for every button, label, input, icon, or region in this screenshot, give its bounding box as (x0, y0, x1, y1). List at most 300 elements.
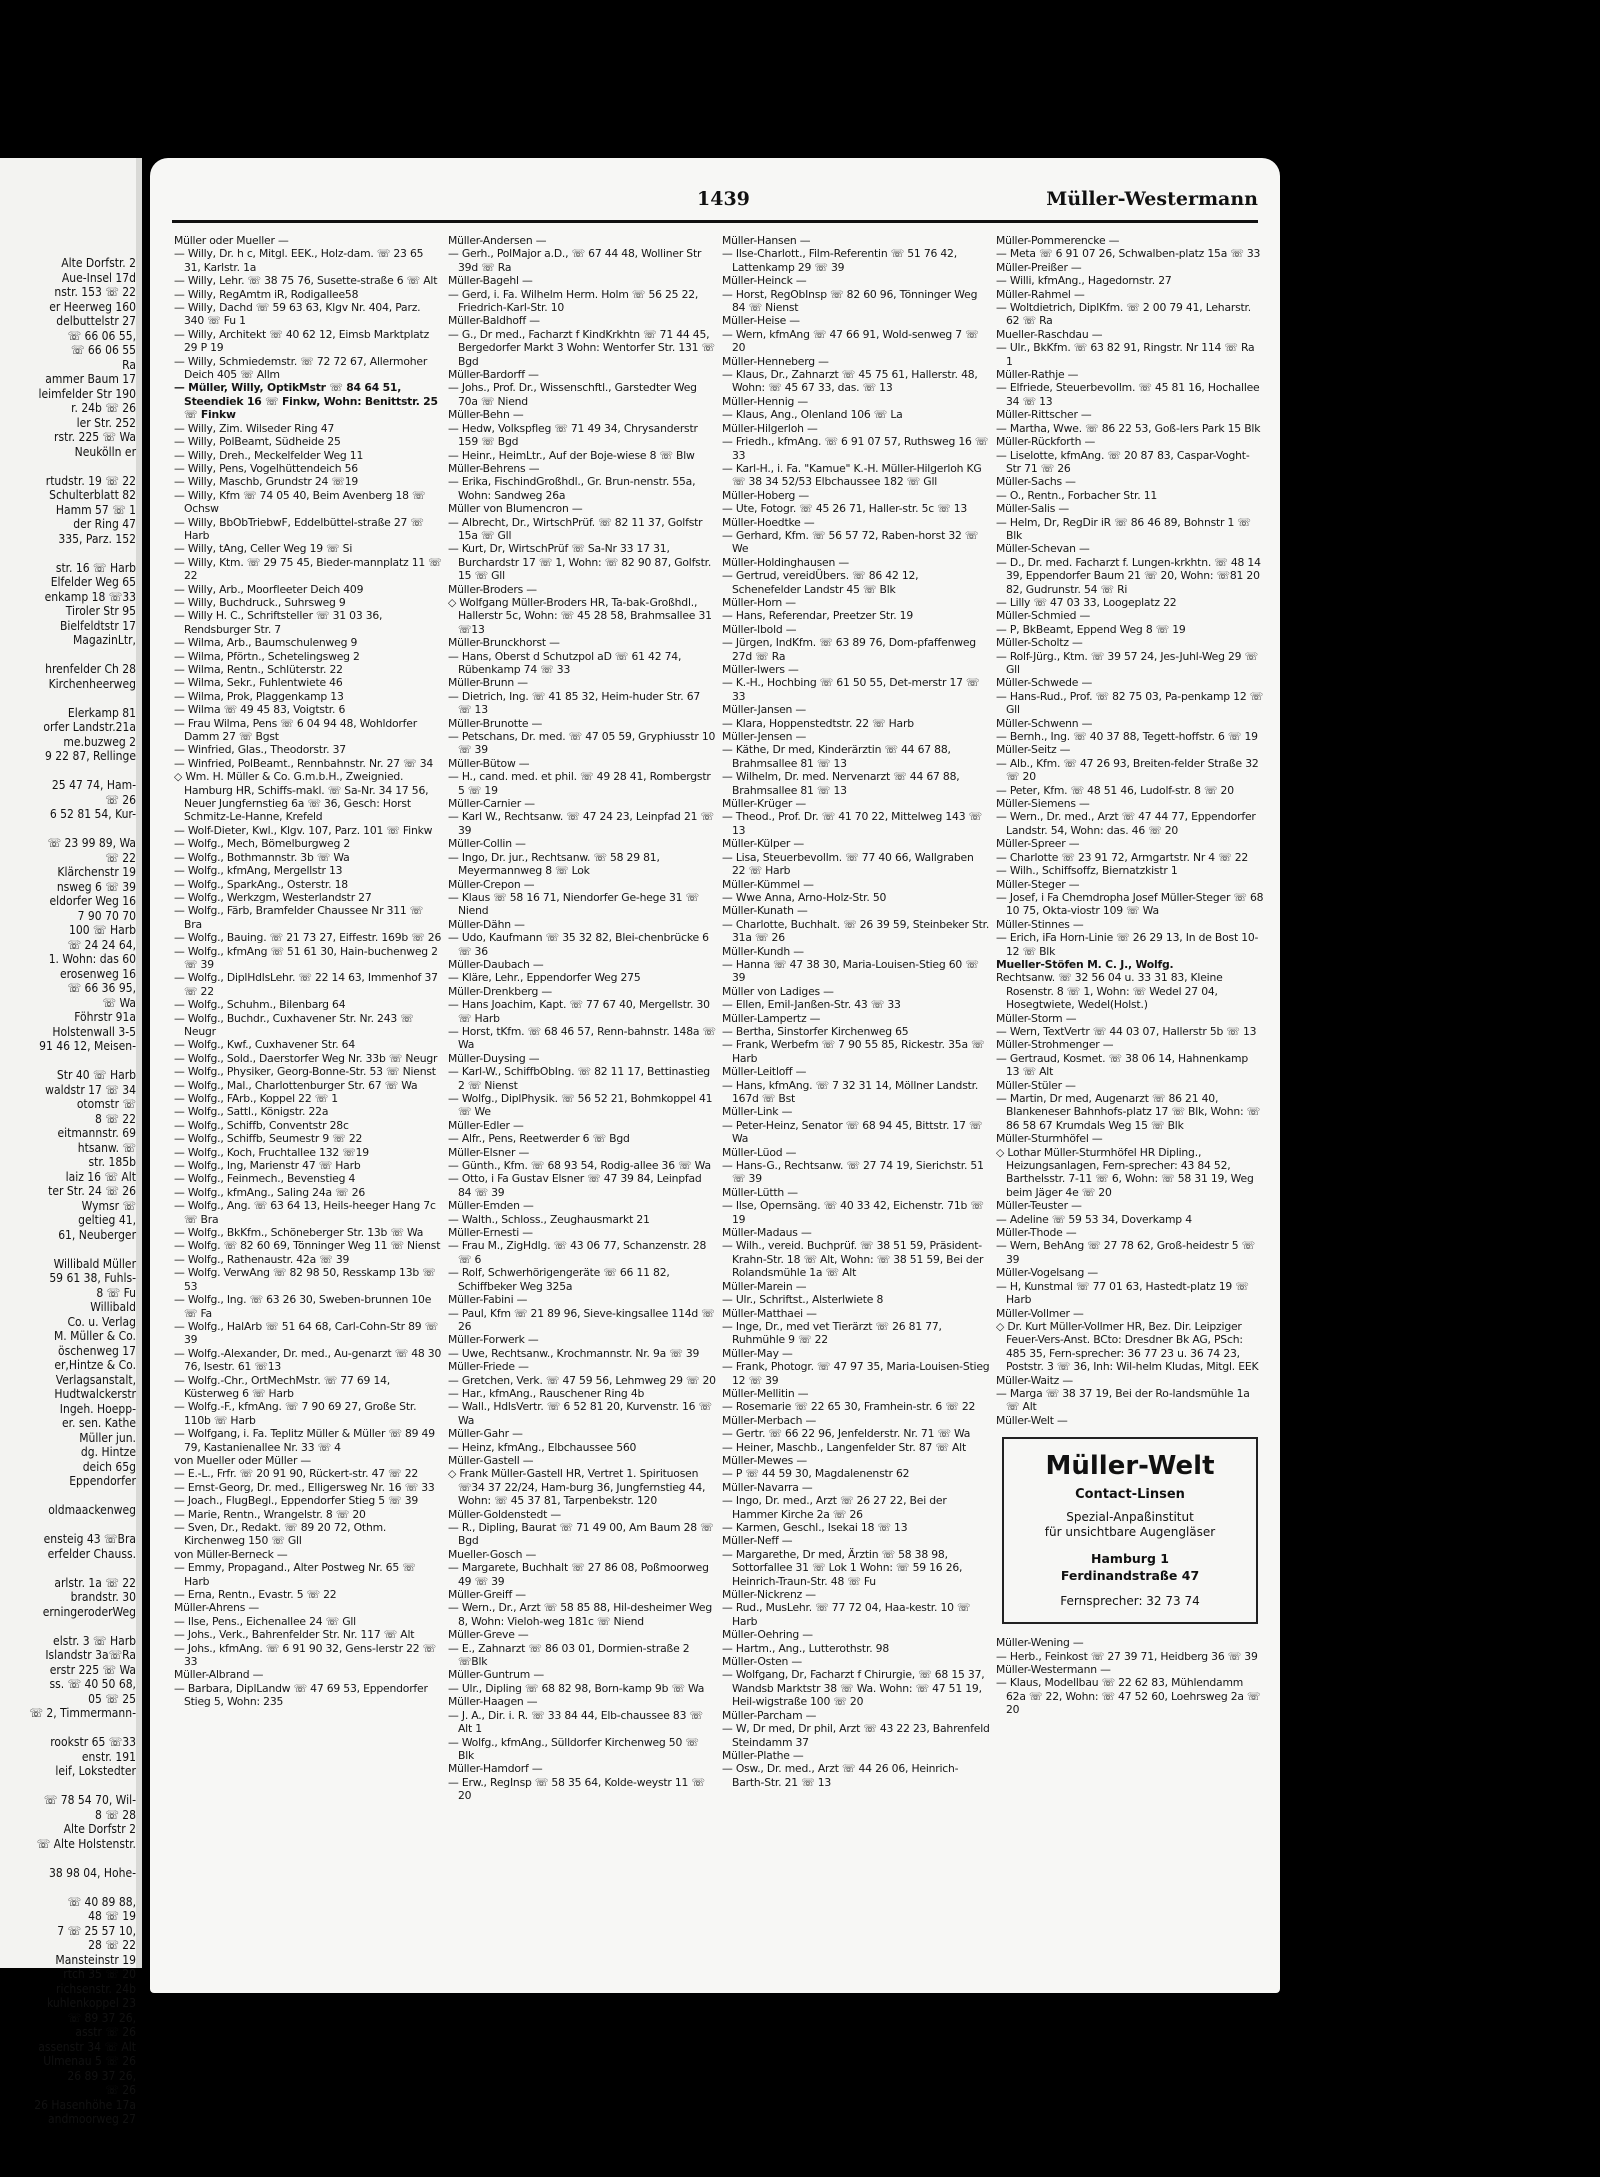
left-page-line: eitmannstr. 69 (57, 1126, 136, 1140)
directory-entry: Müller-Guntrum — (448, 1668, 544, 1682)
directory-entry: Müller-Brunckhorst — (448, 636, 560, 650)
directory-entry: Müller-Sachs — (996, 475, 1076, 489)
ad-line-1: Spezial-Anpaßinstitut (1066, 1510, 1194, 1525)
directory-entry: Mueller-Raschdau — (996, 327, 1103, 341)
directory-entry: Müller-Goldenstedt — (448, 1507, 561, 1521)
directory-entry: — Müller, Willy, OptikMstr ☏ 84 64 51, Steendiek 16 ☏ Finkw, Wohn: Benittstr. 25 ☏ Finkw (174, 381, 438, 422)
left-page-line: 26 89 37 26, (67, 2068, 136, 2083)
directory-entry: — Wolfg., SparkAng., Osterstr. 18 (174, 877, 348, 891)
directory-entry: Müller-Mewes — (722, 1453, 807, 1467)
left-page-line: erningeroderWeg (42, 1604, 136, 1619)
directory-entry: Müller-Preißer — (996, 260, 1082, 274)
directory-entry: — Ilse-Charlott., Film-Referentin ☏ 51 76 42, Lattenkamp 29 ☏ 39 (722, 247, 957, 274)
directory-entry: — Hans, kfmAng. ☏ 7 32 31 14, Möllner Landstr. 167d ☏ Bst (722, 1078, 979, 1105)
directory-entry: — Willy, Arb., Moorfleeter Deich 409 (174, 582, 364, 596)
directory-entry: Müller-Bagehl — (448, 274, 533, 288)
directory-entry: — Wolfg., Ing, Marienstr 47 ☏ Harb (174, 1159, 361, 1173)
left-page-line: Eppendorfer (69, 1474, 136, 1488)
left-page-line: 61, Neuberger (58, 1227, 136, 1242)
left-page-line: erfelder Chauss. (47, 1546, 136, 1561)
directory-entry: — Karl-W., SchiffbObIng. ☏ 82 11 17, Bettinastieg 2 ☏ Nienst (448, 1065, 710, 1092)
directory-entry: — Margarethe, Dr med, Ärztin ☏ 58 38 98, Sottorfallee 31 ☏ Lok 1 Wohn: ☏ 59 16 26, Heinrich-Traun-Str. 48 ☏ Fu (722, 1547, 963, 1588)
directory-entry: — Erna, Rentn., Evastr. 5 ☏ 22 (174, 1588, 337, 1602)
directory-entry: — Ingo, Dr. med., Arzt ☏ 26 27 22, Bei der Hammer Kirche 2a ☏ 26 (722, 1494, 947, 1521)
left-page-line: 48 ☏ 19 (88, 1909, 136, 1923)
directory-entry: — Frau M., ZigHdlg. ☏ 43 06 77, Schanzenstr. 28 ☏ 6 (448, 1239, 707, 1266)
left-page-line (0, 1561, 136, 1576)
directory-entry: — H, Kunstmal ☏ 77 01 63, Hastedt-platz 19 ☏ Harb (996, 1279, 1249, 1307)
ad-subtitle: Contact-Linsen (1075, 1487, 1185, 1503)
directory-entry: — Ernst-Georg, Dr. med., Elligersweg Nr. 16 ☏ 33 (174, 1480, 435, 1494)
left-page-line: 28 ☏ 22 (88, 1938, 136, 1952)
directory-entry: — Wolfg., Mal., Charlottenburger Str. 67 ☏ Wa (174, 1078, 418, 1092)
left-page-line: Bielfeldtstr 17 (59, 618, 136, 633)
directory-entry: — H., cand. med. et phil. ☏ 49 28 41, Rombergstr 5 ☏ 19 (448, 770, 711, 797)
directory-entry: — Gertr. ☏ 66 22 96, Jenfelderstr. Nr. 71 ☏ Wa (722, 1427, 971, 1441)
left-page-line: richsenstr. 24b (56, 1981, 136, 1996)
directory-entry: Müller-Schevan — (996, 542, 1090, 556)
directory-entry: Müller-Spreer — (996, 837, 1080, 851)
directory-entry: — Willy, Maschb, Grundstr 24 ☏19 (174, 475, 359, 489)
left-page-line: dg. Hintze (80, 1445, 136, 1459)
directory-entry: — Hans Joachim, Kapt. ☏ 77 67 40, Mergellstr. 30 ☏ Harb (448, 998, 710, 1025)
left-page-line: htsanw. ☏ (77, 1140, 136, 1155)
directory-entry: Müller-Storm — (996, 1011, 1077, 1025)
directory-entry: Müller-Heinck — (722, 274, 807, 288)
directory-entry: — Joach., FlugBegl., Eppendorfer Stieg 5 ☏ 39 (174, 1494, 419, 1508)
left-page-line: Ingeh. Hoepp- (59, 1401, 136, 1416)
directory-entry: — Wolfg.-Alexander, Dr. med., Au-genarzt ☏ 48 30 76, Isestr. 61 ☏13 (174, 1346, 442, 1374)
directory-entry: ◇ Dr. Kurt Müller-Vollmer HR, Bez. Dir. Leipziger Feuer-Vers-Anst. BCto: Dresdner Bk AG, PSch: 485 35, Fern-sprecher: 36 77 23 u. 36 74 23, Poststr. 3 ☏ 36, Inh: Wil-helm Kludas, Mitgl. EEK (996, 1319, 1259, 1374)
directory-entry: — Peter-Heinz, Senator ☏ 68 94 45, Bittstr. 17 ☏ Wa (722, 1118, 983, 1146)
directory-entry: — Wolfg., BkKfm., Schöneberger Str. 13b ☏ Wa (174, 1226, 424, 1240)
directory-entry: Müller-Elsner — (448, 1145, 530, 1159)
directory-entry: Müller-Andersen — (448, 234, 547, 247)
directory-entry: — P, BkBeamt, Eppend Weg 8 ☏ 19 (996, 622, 1186, 636)
directory-entry: — Ingo, Dr. jur., Rechtsanw. ☏ 58 29 81, Meyermannweg 8 ☏ Lok (448, 850, 660, 878)
directory-entry: Müller-Rittscher — (996, 408, 1092, 422)
directory-entry: Müller-Leitloff — (722, 1065, 807, 1079)
directory-entry: — Wolfg.-F., kfmAng. ☏ 7 90 69 27, Große Str. 110b ☏ Harb (174, 1400, 417, 1427)
left-page-line (0, 1054, 136, 1069)
left-page-line: Alte Dorfstr 2 (63, 1822, 136, 1836)
directory-entry: Müller-Holdinghausen — (722, 555, 849, 569)
directory-entry: — Meta ☏ 6 91 07 26, Schwalben-platz 15a ☏ 33 (996, 247, 1261, 261)
directory-entry: Müller-Siemens — (996, 797, 1090, 811)
directory-entry: — Heinz, kfmAng., Elbchaussee 560 (448, 1440, 637, 1454)
left-page-line: 1. Wohn: das 60 (48, 952, 136, 966)
left-page-line: ☏ Wa (102, 995, 136, 1010)
directory-entry: Mueller-Stöfen M. C. J., Wolfg. (996, 957, 1174, 971)
directory-entry: — K.-H., Hochbing ☏ 61 50 55, Det-merstr 17 ☏ 33 (722, 676, 980, 703)
directory-entry: Müller-Greiff — (448, 1588, 526, 1602)
left-page-line: Str 40 ☏ Harb (56, 1068, 136, 1082)
directory-entry: — Wolfg., Koch, Fruchtallee 132 ☏19 (174, 1145, 369, 1159)
directory-entry: — Winfried, PolBeamt., Rennbahnstr. Nr. 27 ☏ 34 (174, 756, 434, 770)
directory-entry: — Erich, iFa Horn-Linie ☏ 26 29 13, In de Bost 10-12 ☏ Blk (996, 931, 1259, 958)
directory-entry: — Willy, Kfm ☏ 74 05 40, Beim Avenberg 18 ☏ Ochsw (174, 488, 426, 516)
left-page-text (0, 256, 136, 2127)
left-page-line: ☏ 26 (105, 2083, 136, 2097)
left-page-line: ☏ 24 24 64, (67, 937, 136, 952)
directory-entry: Müller-Broders — (448, 582, 537, 596)
left-page-fragment (0, 158, 142, 2126)
left-page-line (0, 691, 136, 706)
directory-entry: — Hans, Referendar, Preetzer Str. 19 (722, 609, 914, 623)
directory-entry: — Karmen, Geschl., Isekai 18 ☏ 13 (722, 1521, 908, 1534)
directory-entry: Müller-Albrand — (174, 1668, 264, 1682)
directory-entry: — Paul, Kfm ☏ 21 89 96, Sieve-kingsallee 114d ☏ 26 (448, 1306, 715, 1333)
directory-entry: — W, Dr med, Dr phil, Arzt ☏ 43 22 23, Bahrenfeld Steindamm 37 (722, 1722, 990, 1749)
directory-entry: — Barbara, DiplLandw ☏ 47 69 53, Eppendorfer Stieg 5, Wohn: 235 (174, 1681, 428, 1709)
directory-entry: — Willy, Dreh., Meckelfelder Weg 11 (174, 448, 364, 462)
directory-entry: — Jürgen, IndKfm. ☏ 63 89 76, Dom-pfaffenweg 27d ☏ Ra (722, 636, 976, 663)
directory-entry: Müller-Stinnes — (996, 917, 1084, 931)
left-page-line: rstr. 225 ☏ Wa (54, 430, 136, 444)
directory-entry: — Johs., Prof. Dr., Wissenschftl., Garstedter Weg 70a ☏ Niend (448, 381, 697, 408)
directory-entry: — Frank, Photogr. ☏ 47 97 35, Maria-Louisen-Stieg 12 ☏ 39 (722, 1360, 990, 1387)
ad-line-2: für unsichtbare Augengläser (1044, 1525, 1216, 1540)
left-page-line: Mansteinstr 19 (55, 1952, 136, 1967)
directory-entry: Müller-Sturmhöfel — (996, 1132, 1103, 1146)
left-page-line: ☏ Alte Holstenstr. (36, 1836, 136, 1851)
directory-entry: Müller-Vogelsang — (996, 1266, 1099, 1280)
left-page-line: MagazinLtr, (72, 633, 136, 647)
left-page-line: laiz 16 ☏ Alt (65, 1169, 136, 1184)
left-page-line: Klärchenstr 19 (57, 865, 136, 879)
page-number: 1439 (697, 188, 750, 210)
directory-entry: Müller-Schmied — (996, 609, 1091, 623)
directory-entry: — Hans, Oberst d Schutzpol aD ☏ 61 42 74, Rübenkamp 74 ☏ 33 (448, 649, 682, 676)
directory-entry: — Alb., Kfm. ☏ 47 26 93, Breiten-felder Straße 32 ☏ 20 (996, 756, 1259, 784)
directory-entry: — Willy, Schmiedemstr. ☏ 72 72 67, Allermoher Deich 405 ☏ Allm (174, 354, 428, 382)
directory-entry: Müller-Welt — (996, 1413, 1068, 1427)
directory-entry: — Liselotte, kfmAng. ☏ 20 87 83, Caspar-Voght-Str 71 ☏ 26 (996, 448, 1250, 475)
directory-entry: — Wilma, Arb., Baumschulenweg 9 (174, 636, 358, 650)
directory-entry: — Wolfg., Rathenaustr. 42a ☏ 39 (174, 1252, 350, 1266)
left-page-line: ss. ☏ 40 50 68, (49, 1677, 136, 1691)
directory-entry: — R., Dipling, Baurat ☏ 71 49 00, Am Baum 28 ☏ Bgd (448, 1521, 714, 1548)
left-page-line: nstr. 153 ☏ 22 (54, 285, 136, 299)
left-page-line: ammer Baum 17 (45, 372, 136, 386)
directory-entry: Müller-Haagen — (448, 1695, 538, 1709)
left-page-line: ☏ 66 36 95, (67, 981, 136, 995)
directory-entry: Müller-Lütth — (722, 1185, 798, 1199)
left-page-line: 59 61 38, Fuhls- (49, 1271, 136, 1285)
left-page-line: 05 ☏ 25 (88, 1691, 136, 1706)
left-page-line: str. 16 ☏ Harb (55, 560, 136, 575)
directory-entry: Müller-Bardorff — (448, 368, 539, 382)
directory-entry: — Wolfg., kfmAng ☏ 51 61 30, Hain-buchenweg 2 ☏ 39 (174, 944, 438, 971)
left-page-line: Alte Dorfstr. 2 (61, 256, 136, 270)
directory-entry: Müller-May — (722, 1346, 793, 1360)
directory-entry: — D., Dr. med. Facharzt f. Lungen-krkhtn. ☏ 48 14 39, Eppendorfer Baum 21 ☏ 20, Wohn: ☏81 20 82, Gudrunstr. 54 ☏ Ri (996, 555, 1261, 596)
directory-entry: — Wolfg., Buchdr., Cuxhavener Str. Nr. 243 ☏ Neugr (174, 1011, 414, 1038)
directory-entry: — Wolfg., kfmAng., Saling 24a ☏ 26 (174, 1185, 366, 1199)
directory-entry: Müller-Henneberg — (722, 354, 829, 368)
ad-phone: Fernsprecher: 32 73 74 (1060, 1594, 1200, 1609)
left-page-line: otomstr ☏ (76, 1097, 136, 1111)
directory-entry: — Willy, Zim. Wilseder Ring 47 (174, 421, 335, 435)
directory-entry: — Gerhard, Kfm. ☏ 56 57 72, Raben-horst 32 ☏ We (722, 528, 979, 556)
directory-entry: — Wolfg., Werkzgm, Westerlandstr 27 (174, 890, 372, 904)
left-page-line: Kirchenheerweg (48, 676, 136, 691)
column-1 (174, 234, 442, 1984)
left-page-line: ☏ 78 54 70, Wil- (43, 1793, 136, 1807)
left-page-line (0, 1619, 136, 1634)
directory-entry: — Klaus, Ang., Olenland 106 ☏ La (722, 408, 903, 422)
left-page-line: erstr 225 ☏ Wa (49, 1662, 136, 1677)
directory-entry: Müller-Matthaei — (722, 1306, 817, 1320)
directory-entry: Müller-Külper — (722, 837, 804, 851)
directory-entry: — P ☏ 44 59 30, Magdalenenstr 62 (722, 1467, 910, 1481)
directory-entry: Müller-Nickrenz — (722, 1588, 816, 1602)
directory-entry: — Ulr., BkKfm. ☏ 63 82 91, Ringstr. Nr 114 ☏ Ra 1 (996, 341, 1255, 368)
advertisement-box (1002, 1437, 1258, 1624)
ad-city: Hamburg 1 (1091, 1551, 1169, 1567)
directory-entry: — Sven, Dr., Redakt. ☏ 89 20 72, Othm. Kirchenweg 150 ☏ Gll (174, 1521, 387, 1548)
left-page-line: 6 52 81 54, Kur- (49, 807, 136, 821)
directory-entry: — Günth., Kfm. ☏ 68 93 54, Rodig-allee 36 ☏ Wa (448, 1159, 711, 1173)
directory-entry: — Rosemarie ☏ 22 65 30, Framhein-str. 6 ☏ 22 (722, 1400, 976, 1414)
directory-entry: — Charlotte, Buchhalt. ☏ 26 39 59, Steinbeker Str. 31a ☏ 26 (722, 917, 990, 945)
left-page-line: ler Str. 252 (76, 415, 136, 430)
directory-entry: Müller-Rathje — (996, 368, 1079, 382)
directory-entry: — Wilma, Prok, Plaggenkamp 13 (174, 689, 344, 703)
directory-entry: — Gertrud, vereidÜbers. ☏ 86 42 12, Schenefelder Landstr 45 ☏ Blk (722, 569, 919, 596)
directory-entry: Müller-Parcham — (722, 1708, 817, 1722)
directory-entry: — Willy, Lehr. ☏ 38 75 76, Susette-straße 6 ☏ Alt (174, 274, 438, 288)
directory-entry: — Willy, Dachd ☏ 59 63 63, Klgv Nr. 404, Parz. 340 ☏ Fu 1 (174, 301, 421, 328)
directory-entry: — Wall., HdlsVertr. ☏ 6 52 81 20, Kurvenstr. 16 ☏ Wa (448, 1400, 712, 1427)
directory-entry: Müller-Daubach — (448, 957, 544, 971)
left-page-line: ☏ 23 99 89, Wa (47, 836, 136, 850)
left-page-line: ensteig 43 ☏Bra (43, 1532, 136, 1546)
directory-entry: — Margarete, Buchhalt ☏ 27 86 08, Poßmoorweg 49 ☏ 39 (448, 1561, 709, 1588)
column-4-entries (996, 234, 1264, 1427)
directory-entry: Müller-Merbach — (722, 1413, 817, 1427)
directory-entry: Müller-Heise — (722, 314, 800, 328)
left-page-line (0, 648, 136, 663)
directory-entry: — Albrecht, Dr., WirtschPrüf. ☏ 82 11 37, Golfstr 15a ☏ Gll (448, 515, 703, 542)
directory-entry: Müller-Krüger — (722, 797, 806, 811)
directory-entry: — Wilhelm, Dr. med. Nervenarzt ☏ 44 67 88, Brahmsallee 81 ☏ 13 (722, 770, 960, 797)
left-page-line: Co. u. Verlag (67, 1314, 136, 1329)
left-page-line: enkamp 18 ☏33 (44, 589, 136, 604)
directory-entry: — Horst, tKfm. ☏ 68 46 57, Renn-bahnstr. 148a ☏ Wa (448, 1024, 716, 1052)
directory-entry: — Wilma ☏ 49 45 83, Voigtstr. 6 (174, 703, 346, 717)
directory-entry: — Wolfgang, i. Fa. Teplitz Müller & Müller ☏ 89 49 79, Kastanienallee Nr. 33 ☏ 4 (174, 1427, 435, 1454)
directory-entry: — Wolfg., Mech, Bömelburgweg 2 (174, 837, 351, 851)
directory-entry: — Wolfg., Sold., Daerstorfer Weg Nr. 33b ☏ Neugr (174, 1051, 438, 1065)
left-page-line: 25 47 74, Ham- (51, 778, 136, 792)
left-page-line: orfer Landstr.21a (43, 720, 136, 734)
directory-entry: — Gertraud, Kosmet. ☏ 38 06 14, Hahnenkamp 13 ☏ Alt (996, 1051, 1248, 1079)
directory-entry: — Theod., Prof. Dr. ☏ 41 70 22, Mittelweg 143 ☏ 13 (722, 810, 982, 837)
directory-entry: — Ute, Fotogr. ☏ 45 26 71, Haller-str. 5c ☏ 13 (722, 502, 968, 516)
directory-entry: Müller-Plathe — (722, 1748, 804, 1762)
left-page-line: 335, Parz. 152 (58, 531, 136, 546)
directory-entry: — Karl-H., i. Fa. "Kamue" K.-H. Müller-Hilgerloh KG ☏ 38 34 52/53 Elbchaussee 182 ☏ Gll (722, 461, 982, 489)
directory-entry: — Frank, Werbefm ☏ 7 90 55 85, Rickestr. 35a ☏ Harb (722, 1038, 985, 1065)
directory-entry: ◇ Wolfgang Müller-Broders HR, Ta-bak-Großhdl., Hallerstr 5c, Wohn: ☏ 45 28 58, Brahmsallee 31 ☏13 (448, 595, 712, 636)
directory-entry: — Wwe Anna, Arno-Holz-Str. 50 (722, 890, 887, 904)
directory-entry: — Wolfg., DiplPhysik. ☏ 56 52 21, Bohmkoppel 41 ☏ We (448, 1092, 713, 1119)
left-page-line: ☏ 26 (105, 792, 136, 807)
page-gutter (136, 158, 142, 1968)
directory-entry: — Inge, Dr., med vet Tierärzt ☏ 26 81 77, Ruhmühle 9 ☏ 22 (722, 1319, 942, 1347)
directory-entry: Müller-Iwers — (722, 663, 799, 676)
left-page-line: Hamm 57 ☏ 1 (55, 502, 136, 517)
left-page-line (0, 822, 136, 837)
directory-entry: — Friedh., kfmAng. ☏ 6 91 07 57, Ruthsweg 16 ☏ 33 (722, 435, 989, 462)
directory-entry: — Johs., kfmAng. ☏ 6 91 90 32, Gens-lerstr 22 ☏ 33 (174, 1641, 436, 1669)
column-4 (996, 234, 1264, 1984)
left-page-line: ☏ 22 (105, 850, 136, 865)
directory-entry: Müller-Mellitin — (722, 1386, 809, 1400)
left-page-line: Föhrstr 91a (74, 1010, 136, 1024)
directory-entry: — Wolfg., HalArb ☏ 51 64 68, Carl-Cohn-Str 89 ☏ 39 (174, 1319, 438, 1347)
left-page-line: 8 ☏ 28 (95, 1807, 136, 1822)
left-page-line: leimfelder Str 190 (38, 386, 136, 401)
left-page-line: er,Hintze & Co. (54, 1358, 136, 1372)
directory-entry: — Wolfg., FArb., Koppel 22 ☏ 1 (174, 1092, 338, 1105)
directory-entry: — Woltdietrich, DiplKfm. ☏ 2 00 79 41, Leharstr. 62 ☏ Ra (996, 301, 1252, 328)
left-page-line: rookstr 65 ☏33 (50, 1735, 136, 1749)
left-page-line: 8 ☏ 22 (95, 1111, 136, 1126)
directory-entry: Müller-Kundh — (722, 944, 804, 958)
directory-entry: — Wolf-Dieter, Kwl., Klgv. 107, Parz. 101 ☏ Finkw (174, 823, 433, 837)
left-page-line: oldmaackenweg (48, 1503, 136, 1517)
directory-entry: Müller-Waitz — (996, 1373, 1073, 1387)
left-page-line: er Heerweg 160 (49, 299, 136, 314)
directory-entry: — Willy, Architekt ☏ 40 62 12, Eimsb Marktplatz 29 P 19 (174, 327, 430, 355)
directory-entry: — Petschans, Dr. med. ☏ 47 05 59, Gryphiusstr 10 ☏ 39 (448, 730, 716, 757)
directory-entry: — Wern., Dr., Arzt ☏ 58 85 88, Hil-desheimer Weg 8, Wohn: Vieloh-weg 181c ☏ Niend (448, 1601, 712, 1628)
left-page-line: brandstr. 30 (70, 1590, 136, 1604)
left-page-line (0, 1851, 136, 1866)
directory-entry: — Adeline ☏ 59 53 34, Doverkamp 4 (996, 1212, 1192, 1226)
directory-entry: — Wolfg., DiplHdlsLehr. ☏ 22 14 63, Immenhof 37 ☏ 22 (174, 971, 438, 998)
directory-entry: — Martin, Dr med, Augenarzt ☏ 86 21 40, Blankeneser Bahnhofs-platz 17 ☏ Blk, Wohn: ☏ 86 58 67 Krumdals Weg 15 ☏ Blk (996, 1092, 1261, 1132)
directory-entry: — Rolf, Schwerhörigengeräte ☏ 66 11 82, Schiffbeker Weg 325a (448, 1266, 670, 1293)
left-page-line: Aue-Insel 17d (61, 270, 136, 285)
left-page-line: Holstenwall 3-5 (52, 1024, 136, 1039)
directory-entry: — Käthe, Dr med, Kinderärztin ☏ 44 67 88, Brahmsallee 81 ☏ 13 (722, 743, 951, 770)
directory-entry: Müller-Behrens — (448, 461, 540, 475)
directory-entry: — Ilse, Pens., Eichenallee 24 ☏ Gll (174, 1614, 356, 1628)
column-4-after-ad (996, 1636, 1264, 1716)
directory-entry: Müller-Seitz — (996, 743, 1071, 757)
directory-entry: — Willy, PolBeamt, Südheide 25 (174, 435, 341, 449)
directory-entry: Müller-Marein — (722, 1279, 807, 1293)
left-page-line: Müller jun. (79, 1430, 136, 1445)
directory-entry: — Wilh., Schiffsoffz, Biernatzkistr 1 (996, 864, 1178, 878)
directory-entry: Müller-Thode — (996, 1226, 1077, 1240)
directory-entry: — Ellen, Emil-Janßen-Str. 43 ☏ 33 (722, 998, 901, 1012)
directory-entry: Müller-Lampertz — (722, 1011, 821, 1025)
directory-entry: Müller-Link — (722, 1105, 793, 1119)
directory-entry: Müller-Duysing — (448, 1051, 540, 1065)
directory-entry: — Gerd, i. Fa. Wilhelm Herm. Holm ☏ 56 25 22, Friedrich-Karl-Str. 10 (448, 287, 699, 315)
left-page-line: delbuttelstr 27 (56, 314, 136, 328)
directory-entry: Müller-Salis — (996, 502, 1069, 516)
left-page-line: Islandstr 3a☏Ra (45, 1648, 136, 1662)
directory-entry: — Gerh., PolMajor a.D., ☏ 67 44 48, Wolliner Str 39d ☏ Ra (448, 247, 702, 274)
left-page-line: 38 98 04, Hohe- (48, 1865, 136, 1880)
directory-entry: Müller-Edler — (448, 1118, 524, 1132)
directory-entry: Müller-Hoberg — (722, 488, 809, 502)
directory-entry: — Dietrich, Ing. ☏ 41 85 32, Heim-huder Str. 67 ☏ 13 (448, 689, 701, 717)
directory-entry: Müller-Brunn — (448, 676, 528, 690)
directory-entry: — Hanna ☏ 47 38 30, Maria-Louisen-Stieg 60 ☏ 39 (722, 957, 979, 985)
left-page-line: Schulterblatt 82 (49, 488, 136, 502)
left-page-line: waldstr 17 ☏ 34 (45, 1082, 136, 1097)
directory-entry: — Hans-Rud., Prof. ☏ 82 75 03, Pa-penkamp 12 ☏ Gll (996, 689, 1264, 717)
left-page-line: ☏ 2, Timmermann- (29, 1706, 136, 1720)
left-page-line: ☏ 66 06 55, (67, 328, 136, 343)
directory-entry: — Wolfg., Ing. ☏ 63 26 30, Sweben-brunnen 10e ☏ Fa (174, 1293, 432, 1320)
left-page-line (0, 1880, 136, 1895)
directory-entry: — Helm, Dr, RegDir iR ☏ 86 46 89, Bohnstr 1 ☏ Blk (996, 515, 1251, 542)
directory-entry: — Osw., Dr. med., Arzt ☏ 44 26 06, Heinrich-Barth-Str. 21 ☏ 13 (722, 1762, 959, 1789)
directory-entry: Müller-Osten — (722, 1655, 803, 1669)
directory-entry: — Willy, tAng, Celler Weg 19 ☏ Si (174, 542, 353, 556)
directory-entry: — Wilma, Sekr., Fuhlentwiete 46 (174, 676, 343, 690)
directory-entry: — Wolfg., Schiffb, Seumestr 9 ☏ 22 (174, 1132, 363, 1146)
running-head: Müller-Westermann (1046, 188, 1258, 210)
directory-entry: Müller-Horn — (722, 595, 796, 609)
directory-entry: Müller-Ahrens — (174, 1601, 259, 1615)
directory-entry: Müller-Ibold — (722, 622, 797, 636)
directory-entry: Müller-Neff — (722, 1534, 793, 1548)
directory-entry: — Wolfg., Sattl., Königstr. 22a (174, 1105, 329, 1119)
directory-entry: — Marie, Rentn., Wrangelstr. 8 ☏ 20 (174, 1507, 366, 1521)
left-page-line: ☏ 40 89 88, (67, 1894, 136, 1909)
page-header (172, 188, 1258, 218)
directory-entry: — Wolfg., Kwf., Cuxhavener Str. 64 (174, 1038, 356, 1052)
directory-entry: Rechtsanw. ☏ 32 56 04 u. 33 31 83, Kleine Rosenstr. 8 ☏ 1, Wohn: ☏ Wedel 27 04, Hosegtwiete, Wedel(Holst.) (996, 971, 1223, 1012)
directory-entry: — O., Rentn., Forbacher Str. 11 (996, 488, 1158, 502)
directory-entry: — Wern., Dr. med., Arzt ☏ 47 44 77, Eppendorfer Landstr. 54, Wohn: das. 46 ☏ 20 (996, 810, 1256, 837)
directory-entry: — Wolfg., Ang. ☏ 63 64 13, Heils-heeger Hang 7c ☏ Bra (174, 1199, 436, 1226)
directory-entry: Müller-Crepon — (448, 877, 535, 891)
directory-entry: — Wolfgang, Dr, Facharzt f Chirurgie, ☏ 68 15 37, Wandsb Marktstr 38 ☏ Wa. Wohn: ☏ 47 51 19, Heil-wigstraße 100 ☏ 20 (722, 1668, 985, 1709)
directory-entry: Müller-Hennig — (722, 394, 808, 408)
directory-entry: Müller-Navarra — (722, 1480, 813, 1494)
left-page-line: ☏ 89 37 26, (67, 2010, 136, 2025)
directory-entry: — Frau Wilma, Pens ☏ 6 04 94 48, Wohldorfer Damm 27 ☏ Bgst (174, 716, 417, 744)
directory-entry: Müller-Fabini — (448, 1293, 528, 1307)
left-page-line: öschenweg 17 (58, 1343, 136, 1358)
directory-entry: — Lisa, Steuerbevollm. ☏ 77 40 66, Wallgraben 22 ☏ Harb (722, 850, 974, 878)
left-page-line: 100 ☏ Harb (69, 923, 136, 937)
directory-entry: — Willy, RegAmtm iR, Rodigallee58 (174, 287, 359, 301)
left-page-line: 7 ☏ 25 57 10, (57, 1923, 136, 1938)
directory-entry: — Rolf-Jürg., Ktm. ☏ 39 57 24, Jes-Juhl-Weg 29 ☏ Gll (996, 649, 1258, 676)
directory-entry: — Wolfg.-Chr., OrtMechMstr. ☏ 77 69 14, Küsterweg 6 ☏ Harb (174, 1373, 391, 1400)
left-page-line: Ra (122, 357, 136, 372)
directory-entry: — Hedw, Volkspfleg ☏ 71 49 34, Chrysanderstr 159 ☏ Bgd (448, 421, 698, 449)
directory-entry: — Wolfg., Feinmech., Bevenstieg 4 (174, 1172, 356, 1186)
left-page-line (0, 1779, 136, 1794)
left-page-line: rtudstr. 19 ☏ 22 (45, 473, 136, 488)
directory-entry: Müller-Friede — (448, 1360, 529, 1374)
directory-entry: — Wilma, Rentn., Schlüterstr. 22 (174, 663, 343, 676)
directory-entry: — Wolfg., Schiffb, Conventstr 28c (174, 1118, 349, 1132)
left-page-line: er. sen. Kathe (61, 1416, 136, 1430)
ad-street: Ferdinandstraße 47 (1060, 1568, 1200, 1584)
